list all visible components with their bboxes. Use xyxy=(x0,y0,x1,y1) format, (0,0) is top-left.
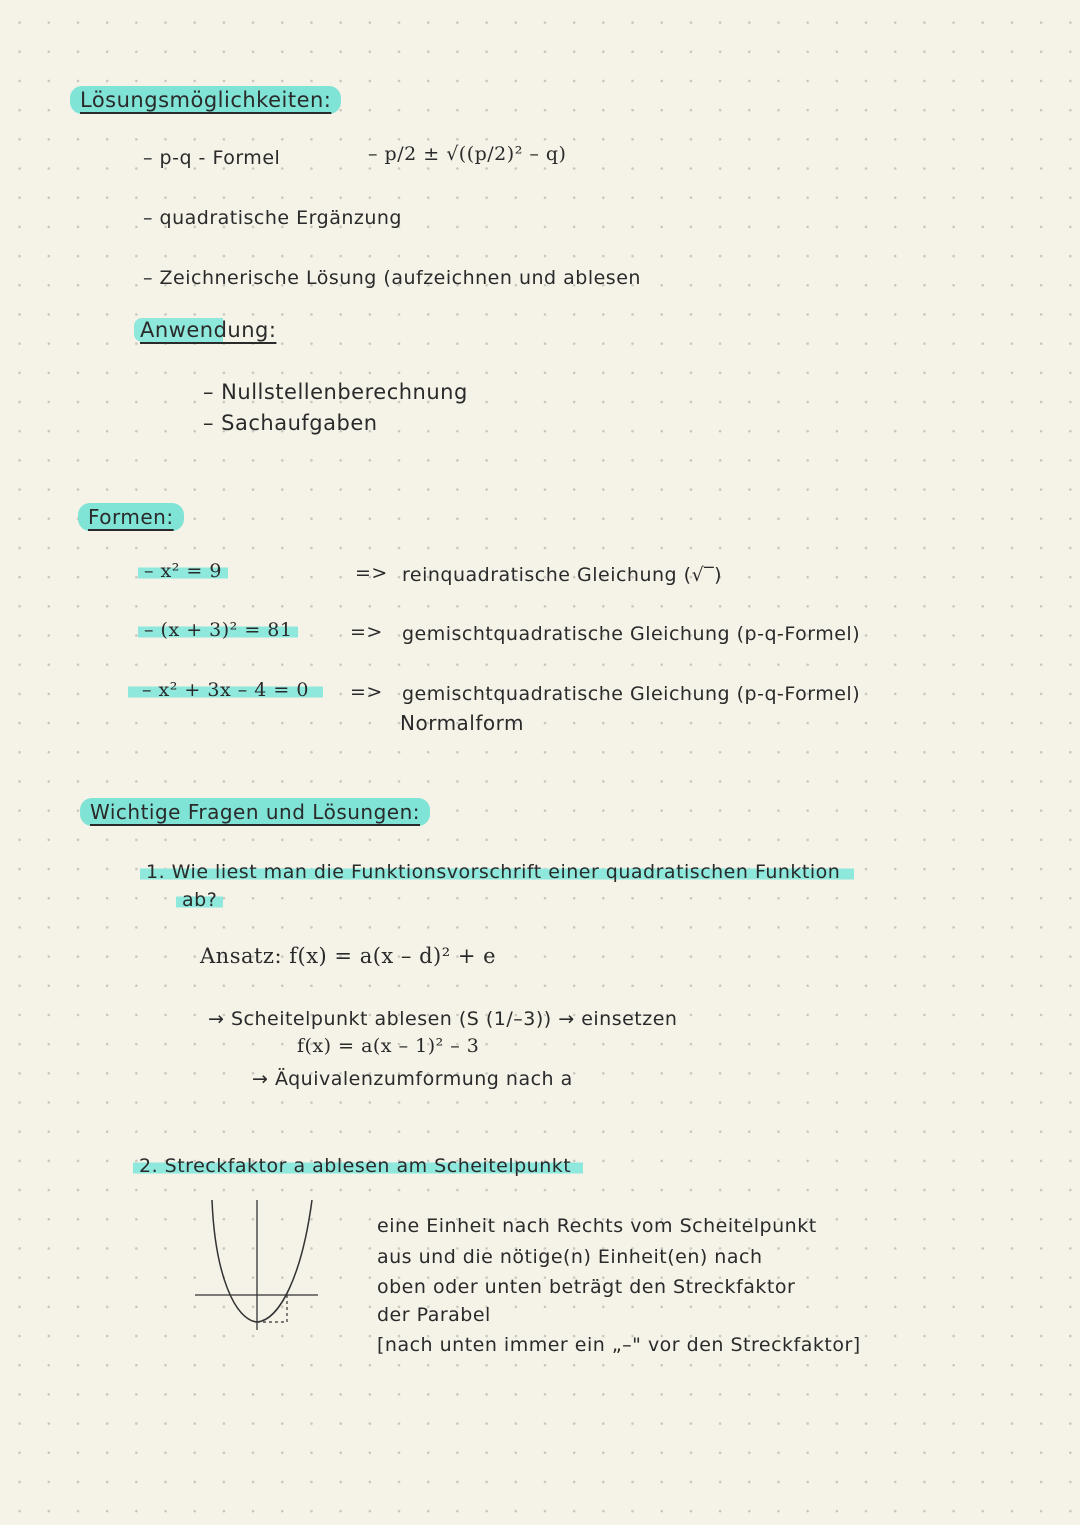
heading-formen: Formen: xyxy=(78,503,184,531)
list-item: – Zeichnerische Lösung (aufzeichnen und ablesen xyxy=(143,267,641,289)
step-formula: f(x) = a(x – 1)² – 3 xyxy=(297,1035,480,1057)
question-1: 1. Wie liest man die Funktionsvorschrift einer quadratischen Funktion xyxy=(140,861,854,883)
equation: – x² = 9 xyxy=(138,560,228,582)
explanation-line: oben oder unten beträgt den Streckfaktor xyxy=(377,1276,796,1298)
explanation-line: der Parabel xyxy=(377,1304,491,1326)
question-1-cont: ab? xyxy=(176,889,223,911)
list-item: – p-q - Formel xyxy=(143,147,281,169)
arrow: => xyxy=(355,562,388,584)
pq-formula: – p/2 ± √((p/2)² – q) xyxy=(368,143,567,165)
normal-form-note: Normalform xyxy=(400,711,524,735)
explanation-note: [nach unten immer ein „–" vor den Streckfaktor] xyxy=(377,1334,861,1356)
equation: – (x + 3)² = 81 xyxy=(138,619,298,641)
step: → Scheitelpunkt ablesen (S (1/–3)) → einsetzen xyxy=(208,1008,678,1030)
ansatz: Ansatz: f(x) = a(x – d)² + e xyxy=(200,944,497,968)
heading-anwendung: Anwendung: xyxy=(134,318,282,342)
equation-type: reinquadratische Gleichung (√‾) xyxy=(402,564,723,586)
equation-type: gemischtquadratische Gleichung (p-q-Formel) xyxy=(402,683,861,705)
heading-loesungsmoeglichkeiten: Lösungsmöglichkeiten: xyxy=(70,86,341,114)
equation: – x² + 3x – 4 = 0 xyxy=(128,679,323,701)
question-2: 2. Streckfaktor a ablesen am Scheitelpunkt xyxy=(133,1155,583,1177)
explanation-line: eine Einheit nach Rechts vom Scheitelpunkt xyxy=(377,1215,817,1237)
parabola-curve xyxy=(212,1200,312,1322)
explanation-line: aus und die nötige(n) Einheit(en) nach xyxy=(377,1246,763,1268)
parabola-sketch xyxy=(190,1195,330,1335)
arrow: => xyxy=(350,681,383,703)
equation-type: gemischtquadratische Gleichung (p-q-Formel) xyxy=(402,623,861,645)
slope-triangle xyxy=(257,1295,287,1322)
heading-wichtige-fragen: Wichtige Fragen und Lösungen: xyxy=(80,798,430,826)
list-item: – Nullstellenberechnung xyxy=(203,380,468,404)
step: → Äquivalenzumformung nach a xyxy=(252,1068,573,1090)
list-item: – quadratische Ergänzung xyxy=(143,207,402,229)
arrow: => xyxy=(350,621,383,643)
list-item: – Sachaufgaben xyxy=(203,411,378,435)
